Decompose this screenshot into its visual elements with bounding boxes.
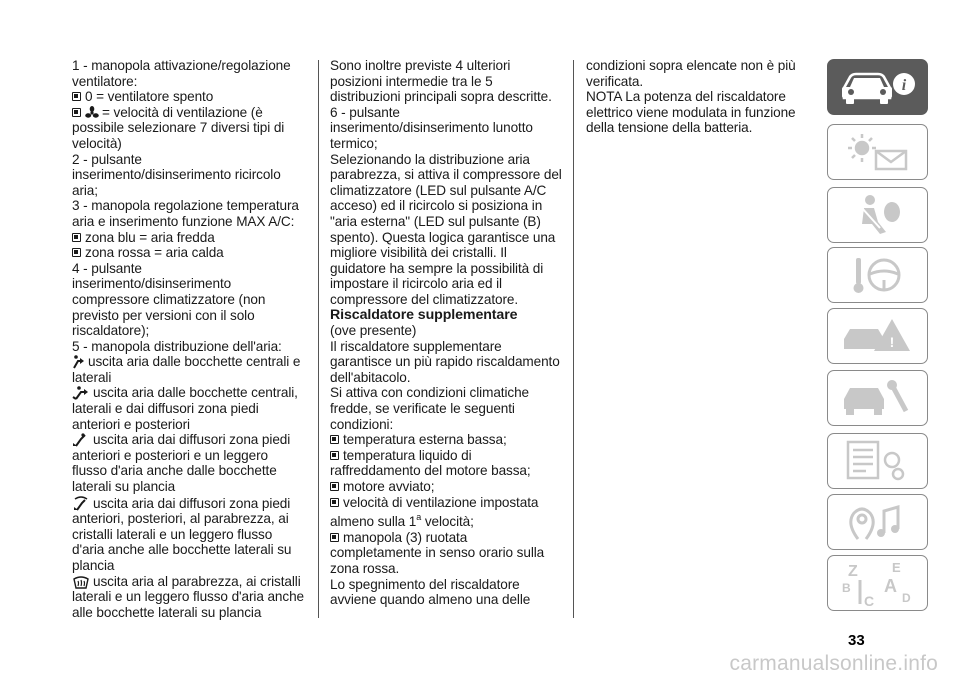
data-gears-icon [836, 438, 920, 484]
tab-alphabetical-index[interactable] [827, 555, 928, 611]
index-letter: D [901, 591, 911, 605]
distribution-item: uscita aria al parabrezza, ai cristalli laterali e un leggero flusso d'aria anche alle bocchette laterali su plancia [72, 573, 305, 620]
bullet-item: 0 = ventilatore spento [72, 89, 304, 105]
column-divider [573, 60, 574, 618]
distribution-item: uscita aria dalle bocchette centrali e laterali [72, 354, 301, 385]
air-feet-icon [72, 433, 90, 447]
paragraph: Selezionando la distribuzione aria parabrezza, si attiva il compressore del climatizzatore (LED sul pulsante A/C acceso) ed il ricircolo si posiziona in "aria esterna" (LED sul pulsante (B) spento). Questa logica garantisce una migliore visibilità dei cristalli. Il guidatore ha sempre la possibilità di impostare il ricircolo aria ed il compressore del climatizzatore. [330, 151, 562, 307]
air-face-icon [72, 355, 85, 369]
tab-key-steering[interactable] [827, 247, 928, 303]
index-letter: A [883, 576, 897, 596]
distribution-item: uscita aria dai diffusori zona piedi anteriori, posteriori, al parabrezza, ai cristalli laterali e un leggero flusso d'aria anche alle bocchette laterali su plancia [72, 495, 292, 573]
air-face-feet-icon [72, 386, 90, 400]
bullet-item: temperatura liquido di raffreddamento del motore bassa; [330, 447, 531, 479]
paragraph: 3 - manopola regolazione temperatura aria e inserimento funzione MAX A/C: [72, 198, 299, 229]
paragraph: 4 - pulsante inserimento/disinserimento compressore climatizzatore (non previsto per versioni con il solo riscaldatore); [72, 260, 266, 339]
fan-icon [85, 106, 99, 120]
bullet-icon [72, 248, 81, 257]
paragraph: 2 - pulsante inserimento/disinserimento ricircolo aria; [72, 151, 281, 198]
bullet-icon [72, 233, 81, 242]
bullet-item: velocità di ventilazione impostata almeno sulla 1$^a$ velocità; [330, 494, 539, 530]
tab-car-service[interactable] [827, 370, 928, 426]
car-warning-icon [836, 313, 920, 359]
index-letter: Z [847, 563, 858, 580]
text-column-3 [586, 58, 801, 136]
bullet-icon [72, 108, 81, 117]
bullet-item: = velocità di ventilazione (è possibile selezionare 7 diversi tipi di velocità) [72, 104, 285, 151]
bullet-item: temperatura esterna bassa; [330, 432, 562, 448]
navigation-music-icon [836, 499, 920, 545]
bullet-icon [330, 451, 339, 460]
index-letter: B [841, 581, 851, 595]
paragraph: condizioni sopra elencate non è più verificata. [586, 58, 796, 89]
index-letter: E [891, 560, 901, 575]
seatbelt-airbag-icon [836, 192, 920, 238]
column-divider [318, 60, 319, 618]
tab-lights-mail[interactable] [827, 124, 928, 180]
paragraph: 5 - manopola distribuzione dell'aria: [72, 338, 282, 354]
tab-technical-data[interactable] [827, 433, 928, 489]
paragraph: Si attiva con condizioni climatiche fredde, se verificate le seguenti condizioni: [330, 385, 529, 432]
note-paragraph: NOTA La potenza del riscaldatore elettrico viene modulata in funzione della tensione della batteria. [586, 89, 796, 136]
bullet-icon [72, 92, 81, 101]
distribution-item: uscita aria dai diffusori zona piedi anteriori e posteriori e un leggero flusso d'aria anche dalle bocchette laterali su plancia [72, 432, 291, 495]
tab-car-info[interactable] [827, 59, 928, 115]
text-column-2 [330, 58, 562, 608]
lights-mail-icon [836, 129, 920, 175]
paragraph: (ove presente) [330, 323, 417, 339]
section-heading: Riscaldatore supplementare [330, 306, 518, 323]
bullet-icon [330, 533, 339, 542]
watermark: carmanualsonline.info [729, 652, 938, 675]
key-steering-wheel-icon [836, 252, 920, 298]
tab-multimedia[interactable] [827, 494, 928, 550]
distribution-item: uscita aria dalle bocchette centrali, laterali e dai diffusori zona piedi anteriori e posteriori [72, 385, 298, 432]
text-column-1 [72, 58, 304, 620]
paragraph: 1 - manopola attivazione/regolazione ventilatore: [72, 58, 291, 89]
windshield-defrost-icon [72, 575, 90, 589]
car-wrench-icon [836, 375, 920, 421]
car-info-icon [836, 64, 920, 110]
page-number: 33 [848, 632, 865, 649]
paragraph: Sono inoltre previste 4 ulteriori posizioni intermedie tra le 5 distribuzioni principali sopra descritte. [330, 58, 552, 105]
tab-car-warning[interactable] [827, 308, 928, 364]
bullet-icon [330, 482, 339, 491]
paragraph: 6 - pulsante inserimento/disinserimento lunotto termico; [330, 104, 533, 151]
bullet-item: zona rossa = aria calda [72, 245, 304, 261]
svg-text:!: ! [889, 334, 894, 350]
bullet-icon [330, 498, 339, 507]
paragraph: Lo spegnimento del riscaldatore avviene quando almeno una delle [330, 576, 531, 608]
bullet-item: motore avviato; [330, 479, 562, 495]
paragraph: Il riscaldatore supplementare garantisce un più rapido riscaldamento dell'abitacolo. [330, 338, 560, 385]
index-letter: C [863, 593, 874, 608]
tab-seatbelt-airbag[interactable] [827, 187, 928, 243]
bullet-item: manopola (3) ruotata completamente in senso orario sulla zona rossa. [330, 529, 545, 576]
air-feet-windshield-icon [72, 495, 90, 511]
bullet-icon [330, 435, 339, 444]
svg-text:i: i [901, 77, 906, 94]
bullet-item: zona blu = aria fredda [72, 230, 304, 246]
alphabetical-index-icon [836, 558, 920, 608]
